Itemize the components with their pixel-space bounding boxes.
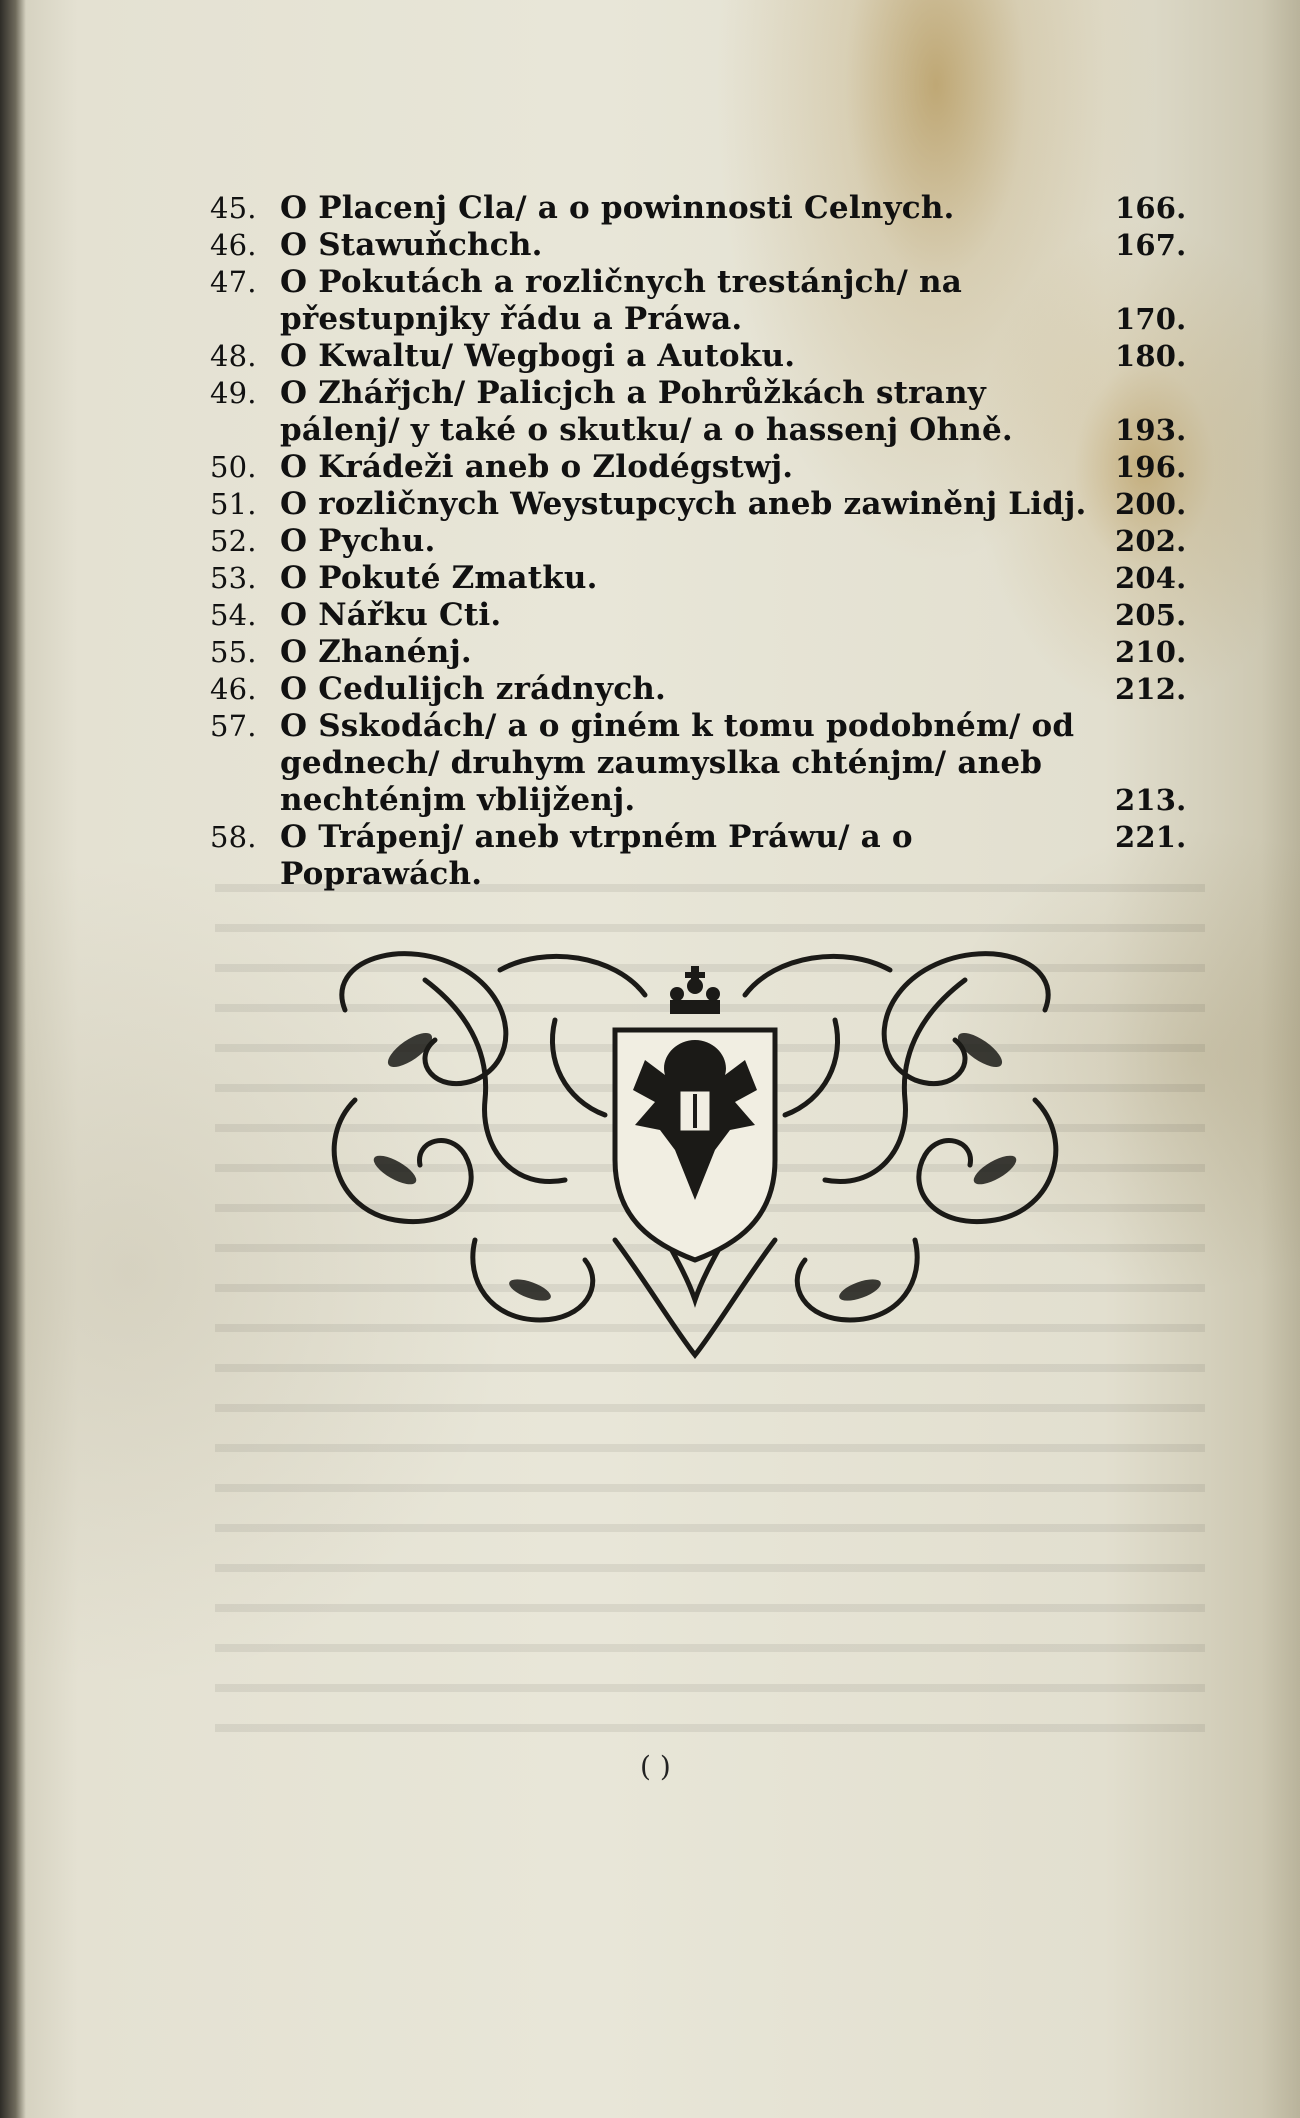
toc-entry [210, 819, 1185, 893]
entry-title: O Stawuňchch. [280, 227, 543, 263]
entry-page: 213. [1115, 783, 1187, 817]
entry-number: 47. [210, 265, 257, 299]
entry-title: O Trápenj/ aneb vtrpném Práwu/ a o Poprawách. [280, 819, 913, 892]
toc-entry [210, 708, 1185, 819]
entry-title: O Sskodách/ a o giném k tomu podobném/ od gednech/ druhym zaumyslka chténjm/ aneb nechténjm vblijženj. [280, 708, 1075, 818]
entry-page: 205. [1115, 598, 1187, 632]
toc-entry [210, 560, 1185, 597]
entry-title: O Pokutách a rozličnych trestánjch/ na přestupnjky řádu a Práwa. [280, 264, 963, 337]
entry-page: 221. [1115, 820, 1187, 854]
entry-title: O Zhanénj. [280, 634, 472, 670]
entry-page: 180. [1115, 339, 1187, 373]
entry-title: O Kwaltu/ Wegbogi a Autoku. [280, 338, 796, 374]
entry-number: 52. [210, 524, 257, 558]
entry-title: O Pokuté Zmatku. [280, 560, 598, 596]
double-headed-eagle-crest-icon [315, 940, 1075, 1360]
entry-page: 210. [1115, 635, 1187, 669]
entry-title: O Placenj Cla/ a o powinnosti Celnych. [280, 190, 955, 226]
entry-number: 45. [210, 191, 257, 225]
toc-entry [210, 671, 1185, 708]
entry-page: 200. [1115, 487, 1187, 521]
page-footer-mark: ( ) [640, 1750, 671, 1783]
entry-page: 202. [1115, 524, 1187, 558]
entry-page: 170. [1115, 302, 1187, 336]
entry-page: 212. [1115, 672, 1187, 706]
toc-entry [210, 375, 1185, 449]
entry-number: 55. [210, 635, 257, 669]
toc-entry [210, 264, 1185, 338]
table-of-contents [210, 190, 1185, 893]
entry-number: 54. [210, 598, 257, 632]
entry-title: O Cedulijch zrádnych. [280, 671, 667, 707]
entry-title: O Krádeži aneb o Zlodégstwj. [280, 449, 794, 485]
entry-title: O Nářku Cti. [280, 597, 502, 633]
entry-title: O Pychu. [280, 523, 436, 559]
toc-entry [210, 486, 1185, 523]
page-gutter [0, 0, 26, 2118]
entry-number: 49. [210, 376, 257, 410]
toc-entry [210, 597, 1185, 634]
entry-number: 53. [210, 561, 257, 595]
entry-page: 204. [1115, 561, 1187, 595]
entry-number: 48. [210, 339, 257, 373]
entry-number: 57. [210, 709, 257, 743]
toc-entry [210, 190, 1185, 227]
entry-page: 196. [1115, 450, 1187, 484]
toc-entry [210, 449, 1185, 486]
entry-number: 50. [210, 450, 257, 484]
entry-title: O Zhářjch/ Palicjch a Pohrůžkách strany pálenj/ y také o skutku/ a o hassenj Ohně. [280, 375, 1013, 448]
entry-page: 166. [1115, 191, 1187, 225]
toc-entry [210, 227, 1185, 264]
entry-title: O rozličnych Weystupcych aneb zawiněnj Lidj. [280, 486, 1087, 522]
toc-entry [210, 338, 1185, 375]
entry-page: 193. [1115, 413, 1187, 447]
entry-page: 167. [1115, 228, 1187, 262]
entry-number: 46. [210, 228, 257, 262]
toc-entry [210, 634, 1185, 671]
entry-number: 58. [210, 820, 257, 854]
entry-number: 51. [210, 487, 257, 521]
toc-entry [210, 523, 1185, 560]
entry-number: 46. [210, 672, 257, 706]
